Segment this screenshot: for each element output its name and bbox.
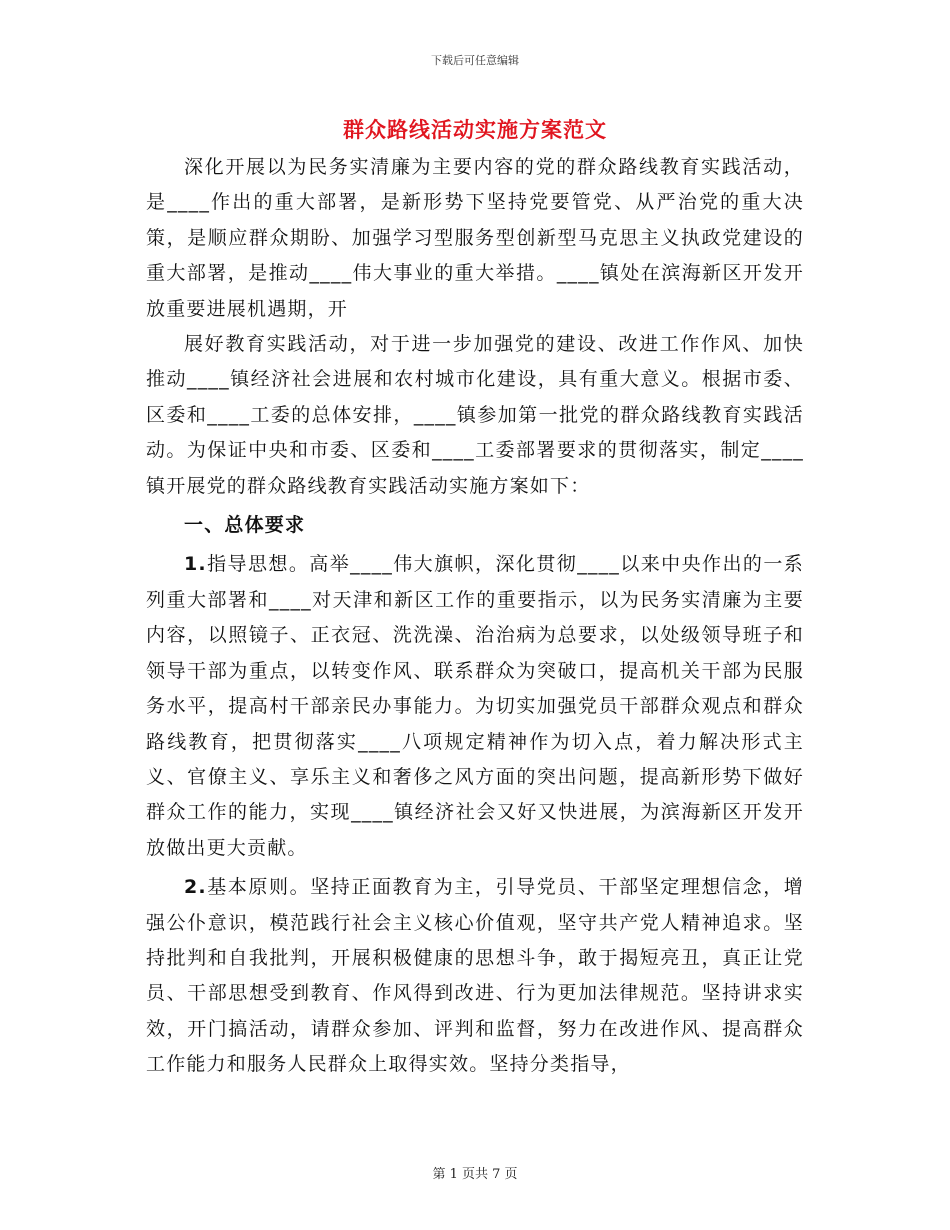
paragraph-intro-2: 展好教育实践活动，对于进一步加强党的建设、改进工作作风、加快推动____镇经济社会进展和农村城市化建设，具有重大意义。根据市委、区委和____工委的总体安排，____镇参加第一批党的群众路线教育实践活动。为保证中央和市委、区委和____工委部署要求的贯彻落实，制定____镇开展党的群众路线教育实践活动实施方案如下： bbox=[146, 333, 804, 497]
item-1-text: 指导思想。高举____伟大旗帜，深化贯彻____以来中央作出的一系列重大部署和____对天津和新区工作的重要指示，以为民务实清廉为主要内容，以照镜子、正衣冠、洗洗澡、治治病为总要求，以处级领导班子和领导干部为重点，以转变作风、联系群众为突破口，提高机关干部为民服务水平，提高村干部亲民办事能力。为切实加强党员干部群众观点和群众路线教育，把贯彻落实____八项规定精神作为切入点，着力解决形式主义、官僚主义、享乐主义和奢侈之风方面的突出问题，提高新形势下做好群众工作的能力，实现____镇经济社会又好又快进展，为滨海新区开发开放做出更大贡献。 bbox=[146, 553, 804, 859]
page-number-footer: 第 1 页共 7 页 bbox=[432, 1167, 518, 1182]
paragraph-item-1 bbox=[146, 547, 804, 866]
document-title: 群众路线活动实施方案范文 bbox=[343, 117, 607, 142]
paragraph-intro-1: 深化开展以为民务实清廉为主要内容的党的群众路线教育实践活动，是____作出的重大部署，是新形势下坚持党要管党、从严治党的重大决策，是顺应群众期盼、加强学习型服务型创新型马克思主义执政党建设的重大部署，是推动____伟大事业的重大举措。____镇处在滨海新区开发开放重要进展机遇期，开 bbox=[146, 156, 804, 320]
document-body bbox=[146, 150, 804, 1083]
item-2-text: 基本原则。坚持正面教育为主，引导党员、干部坚定理想信念，增强公仆意识，模范践行社会主义核心价值观，坚守共产党人精神追求。坚持批判和自我批判，开展积极健康的思想斗争，敢于揭短亮丑，真正让党员、干部思想受到教育、作风得到改进、行为更加法律规范。坚持讲求实效，开门搞活动，请群众参加、评判和监督，努力在改进作风、提高群众工作能力和服务人民群众上取得实效。坚持分类指导， bbox=[146, 876, 804, 1076]
section-heading-overall-requirements: 一、总体要求 bbox=[184, 514, 306, 537]
header-note: 下载后可任意编辑 bbox=[431, 54, 519, 67]
item-1-number: 1. bbox=[184, 553, 207, 576]
paragraph-item-2 bbox=[146, 870, 804, 1082]
item-2-number: 2. bbox=[184, 876, 207, 899]
